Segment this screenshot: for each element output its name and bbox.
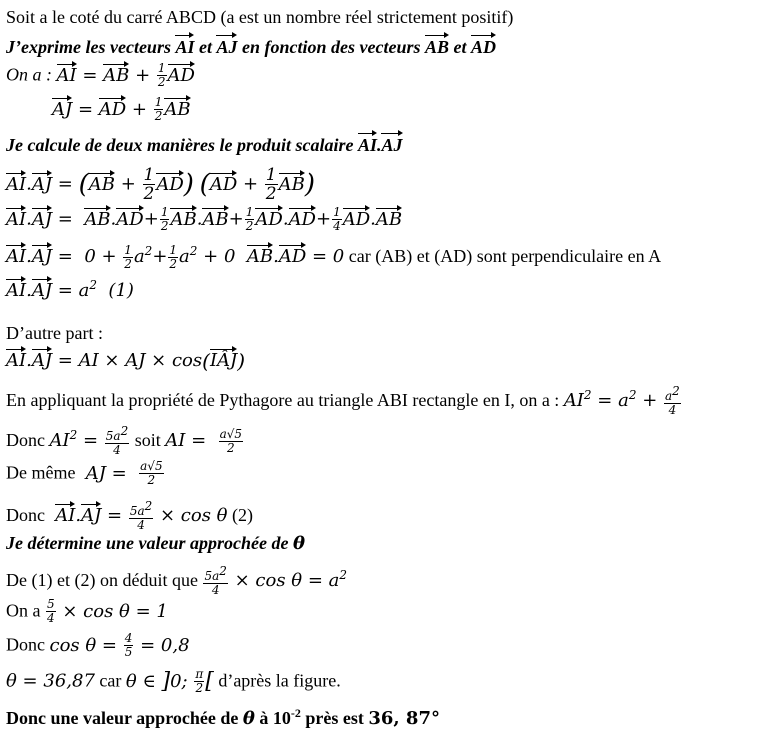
other-part-line: D’autre part : <box>6 323 103 343</box>
equation-ai: On a : AI = AB + $\frac{1}{2}$ AD <box>6 61 195 89</box>
cos-value-line: Donc cos θ = $\frac{4}{5}$ = 0,8 <box>6 631 190 659</box>
expansion-line-3: AI.AJ = 0 + $\frac{1}{2}$ $a^2+$ $\frac{1}{2}$ $a^2 + 0$ AB.AD = 0 car (AB) et (AD) sont perpendiculaire en A <box>6 242 662 271</box>
vector-ai: AI <box>175 34 194 58</box>
simplify-line: On a $\frac{5}{4}$ × cos θ = 1 <box>6 597 168 625</box>
intro-line <box>6 6 513 28</box>
final-answer: 36, 87° <box>368 708 440 729</box>
aj-value-line: De même AJ = $\frac{a√5}{2}$ <box>6 459 163 487</box>
vector-ad: AD <box>471 34 496 58</box>
theta-value-line: θ = 36,87 car θ ∈ ]0; $\frac{\pi}{2}$ [ d’après la figure. <box>6 667 341 695</box>
result-equation-1: $AI.AJ = a^2$ (1) <box>6 278 134 301</box>
expansion-line-1: AI.AJ = (AB + $\frac{1}{2}$ AD) (AD + $\frac{1}{2}$ AB) <box>6 165 316 204</box>
equation-aj: AJ = AD + $\frac{1}{2}$ AB <box>52 95 191 123</box>
heading-vectors: J’exprime les vecteurs AI et AJ en fonction des vecteurs AB et AD <box>6 34 496 58</box>
deduce-line: De (1) et (2) on déduit que $\frac{5a^2}{4}$ × $\cos \theta = a^2$ <box>6 564 348 597</box>
heading-scalar-product: Je calcule de deux manières le produit scalaire AI.AJ <box>6 132 403 156</box>
cosine-formula: AI.AJ = AI × AJ × cos(IÂJ) <box>6 349 246 373</box>
result-equation-2: Donc AI.AJ = $\frac{5a^2}{4}$ × cos θ (2) <box>6 499 254 532</box>
conclusion-line: Donc une valeur approchée de θ à $10^{-2}$ près est 36, 87° <box>6 706 440 729</box>
pythagore-line: En appliquant la propriété de Pythagore au triangle ABI rectangle en I, on a : $AI^2 = a^2$ + $\frac{a^2}{4}$ <box>6 384 680 417</box>
vector-ab: AB <box>425 34 449 58</box>
ai-value-line: Donc $AI^2$ = $\frac{5a^2}{4}$ soit AI = $\frac{a√5}{2}$ <box>6 424 243 457</box>
intro-text: Soit a le coté du carré ABCD (a est un nombre réel strictement positif) <box>6 7 514 27</box>
expansion-line-2: AI.AJ = AB.AD+ $\frac{1}{2}$ AB.AB+ $\frac{1}{2}$ AD.AD+ $\frac{1}{4}$ AD.AB <box>6 205 403 233</box>
heading-approx: Je détermine une valeur approchée de θ <box>6 533 305 554</box>
vector-aj: AJ <box>216 34 237 58</box>
